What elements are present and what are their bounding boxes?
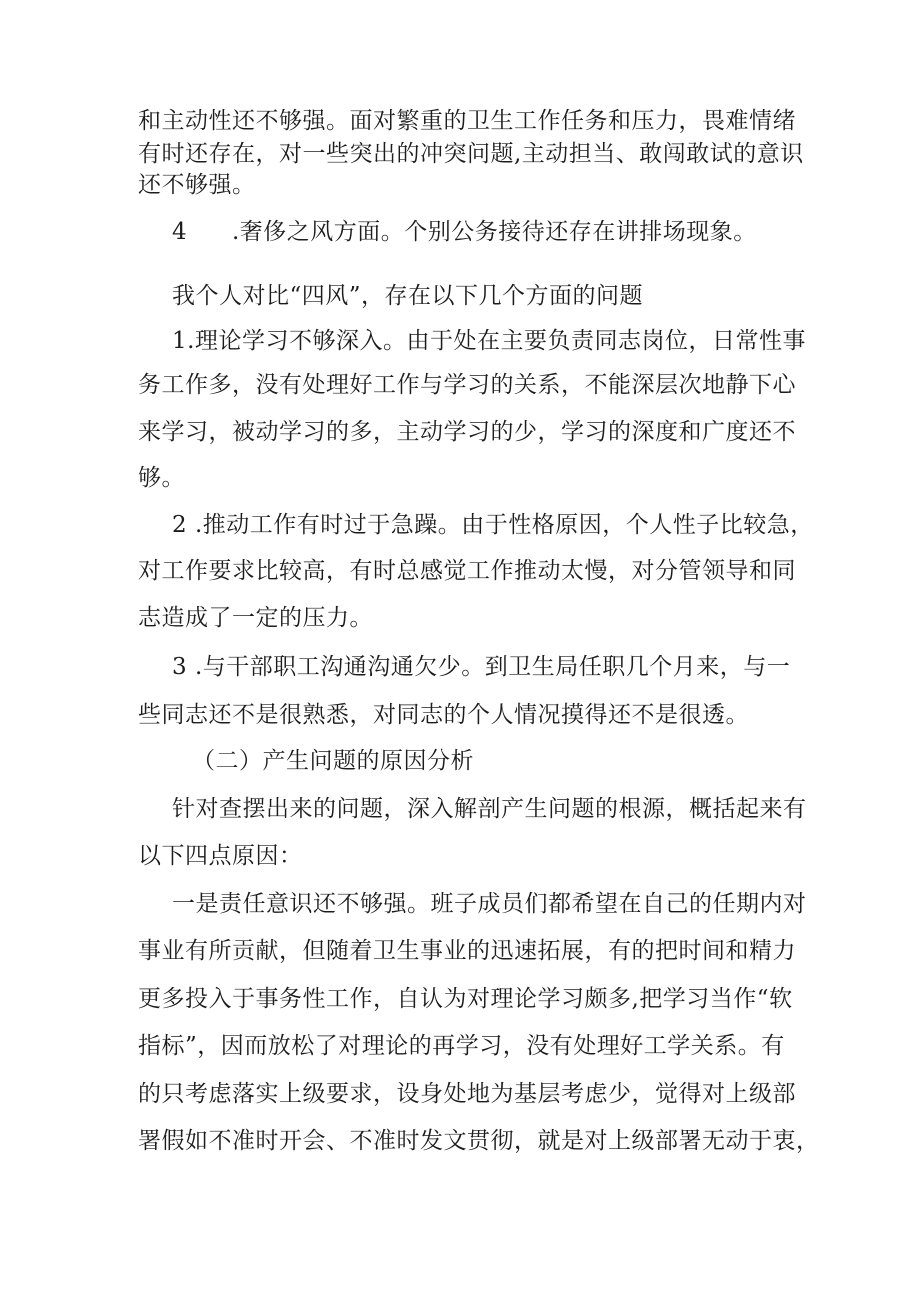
- paragraph-line: 务工作多，没有处理好工作与学习的关系，不能深层次地静下心: [138, 372, 796, 398]
- paragraph-line: 来学习，被动学习的多，主动学习的少，学习的深度和广度还不: [138, 419, 796, 445]
- paragraph-line: 些同志还不是很熟悉，对同志的个人情况摸得还不是很透。: [138, 702, 749, 728]
- paragraph-line: 2 .推动工作有时过于急躁。由于性格原因，个人性子比较急，: [172, 512, 814, 538]
- paragraph-line: 更多投入于事务性工作，自认为对理论学习颇多,把学习当作“软: [138, 986, 793, 1012]
- paragraph-line: 3 .与干部职工沟通沟通欠少。到卫生局任职几个月来，与一: [172, 654, 791, 680]
- paragraph-line: 和主动性还不够强。面对繁重的卫生工作任务和压力，畏难情绪: [138, 108, 796, 134]
- paragraph-line: 还不够强。: [138, 172, 256, 198]
- paragraph-line: 一是责任意识还不够强。班子成员们都希望在自己的任期内对: [172, 891, 807, 917]
- section-intro: 我个人对比“四风”，存在以下几个方面的问题: [172, 283, 644, 309]
- list-item-text: .奢侈之风方面。个别公务接待还存在讲排场现象。: [232, 219, 757, 245]
- paragraph-line: 1.理论学习不够深入。由于处在主要负责同志岗位，日常性事: [172, 328, 806, 354]
- paragraph-line: 够。: [138, 465, 185, 491]
- paragraph-line: 以下四点原因：: [138, 843, 303, 869]
- list-item-number: 4: [172, 219, 187, 245]
- paragraph-line: 志造成了一定的压力。: [138, 605, 373, 631]
- paragraph-line: 的只考虑落实上级要求，设身处地为基层考虑少，觉得对上级部: [138, 1081, 796, 1107]
- paragraph-line: 署假如不准时开会、不准时发文贯彻，就是对上级部署无动于衷，: [138, 1128, 820, 1154]
- paragraph-line: 事业有所贡献，但随着卫生事业的迅速拓展，有的把时间和精力: [138, 938, 796, 964]
- paragraph-line: 对工作要求比较高，有时总感觉工作推动太慢，对分管领导和同: [138, 558, 796, 584]
- paragraph-line: 针对查摆出来的问题，深入解剖产生问题的根源，概括起来有: [172, 796, 807, 822]
- paragraph-line: 有时还存在，对一些突出的冲突问题,主动担当、敢闯敢试的意识: [138, 141, 804, 167]
- paragraph-line: 指标”，因而放松了对理论的再学习，没有处理好工学关系。有: [138, 1033, 785, 1059]
- section-heading: （二）产生问题的原因分析: [192, 748, 474, 774]
